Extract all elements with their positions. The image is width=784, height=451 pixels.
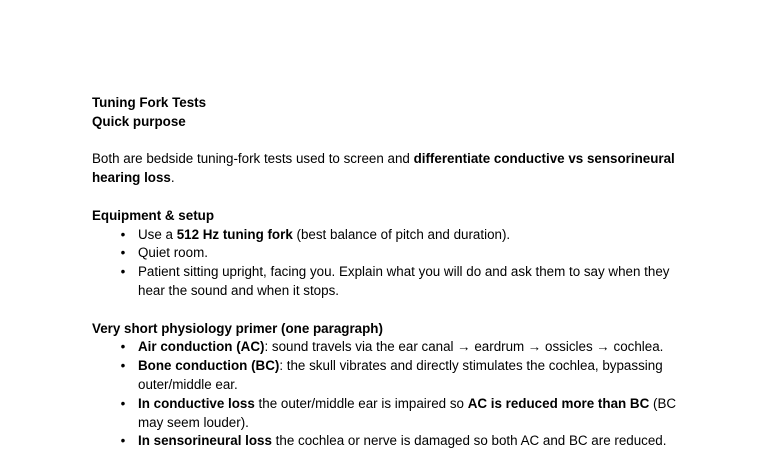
bullet-icon: • bbox=[120, 358, 126, 374]
bullet-icon: • bbox=[120, 245, 126, 261]
list-item bbox=[92, 432, 712, 451]
item-text: Quiet room. bbox=[138, 245, 208, 261]
item-text: Patient sitting upright, facing you. Explain what you will do and ask them to say when they hear the sound and when it stops. bbox=[138, 264, 670, 298]
list-item bbox=[92, 263, 712, 301]
blank-line bbox=[92, 132, 712, 151]
item-text: Use a bbox=[138, 226, 177, 242]
section-heading-quick-purpose: Quick purpose bbox=[92, 113, 186, 129]
item-text: : sound travels via the ear canal → eardrum → ossicles → cochlea. bbox=[264, 339, 664, 355]
blank-line bbox=[92, 188, 712, 207]
item-emphasis: In conductive loss bbox=[138, 395, 255, 411]
item-text: : the skull vibrates and directly stimulates the cochlea, bypassing outer/middle ear. bbox=[138, 358, 663, 392]
item-emphasis: AC is reduced more than BC bbox=[467, 395, 650, 411]
item-emphasis: Bone conduction (BC) bbox=[138, 358, 280, 374]
list-item bbox=[92, 338, 712, 357]
bullet-icon: • bbox=[120, 433, 126, 449]
item-text: (best balance of pitch and duration). bbox=[292, 226, 511, 242]
physiology-list bbox=[92, 338, 712, 451]
bullet-icon: • bbox=[120, 226, 126, 242]
intro-emphasis: differentiate conductive vs sensorineural hearing loss bbox=[92, 151, 675, 186]
document-title: Tuning Fork Tests bbox=[92, 95, 207, 110]
section-heading-equipment: Equipment & setup bbox=[92, 207, 215, 223]
intro-paragraph bbox=[92, 150, 712, 188]
bullet-icon: • bbox=[120, 395, 126, 411]
equipment-list bbox=[92, 226, 712, 301]
intro-end: . bbox=[170, 170, 175, 186]
item-text: the cochlea or nerve is damaged so both AC and BC are reduced. bbox=[271, 433, 667, 449]
list-item bbox=[92, 357, 712, 395]
list-item bbox=[92, 395, 712, 433]
document-body bbox=[92, 94, 712, 451]
bullet-icon: • bbox=[120, 339, 126, 355]
list-item bbox=[92, 244, 712, 263]
section-heading-physiology: Very short physiology primer (one paragraph) bbox=[92, 320, 383, 336]
blank-line bbox=[92, 301, 712, 320]
bullet-icon: • bbox=[120, 264, 126, 280]
item-emphasis: In sensorineural loss bbox=[138, 433, 272, 449]
item-text: the outer/middle ear is impaired so bbox=[254, 395, 468, 411]
item-emphasis: Air conduction (AC) bbox=[138, 339, 265, 355]
item-emphasis: 512 Hz tuning fork bbox=[176, 226, 293, 242]
item-text: (BC may seem louder). bbox=[138, 395, 677, 430]
list-item bbox=[92, 226, 712, 245]
intro-text: Both are bedside tuning-fork tests used to screen and bbox=[92, 151, 414, 167]
